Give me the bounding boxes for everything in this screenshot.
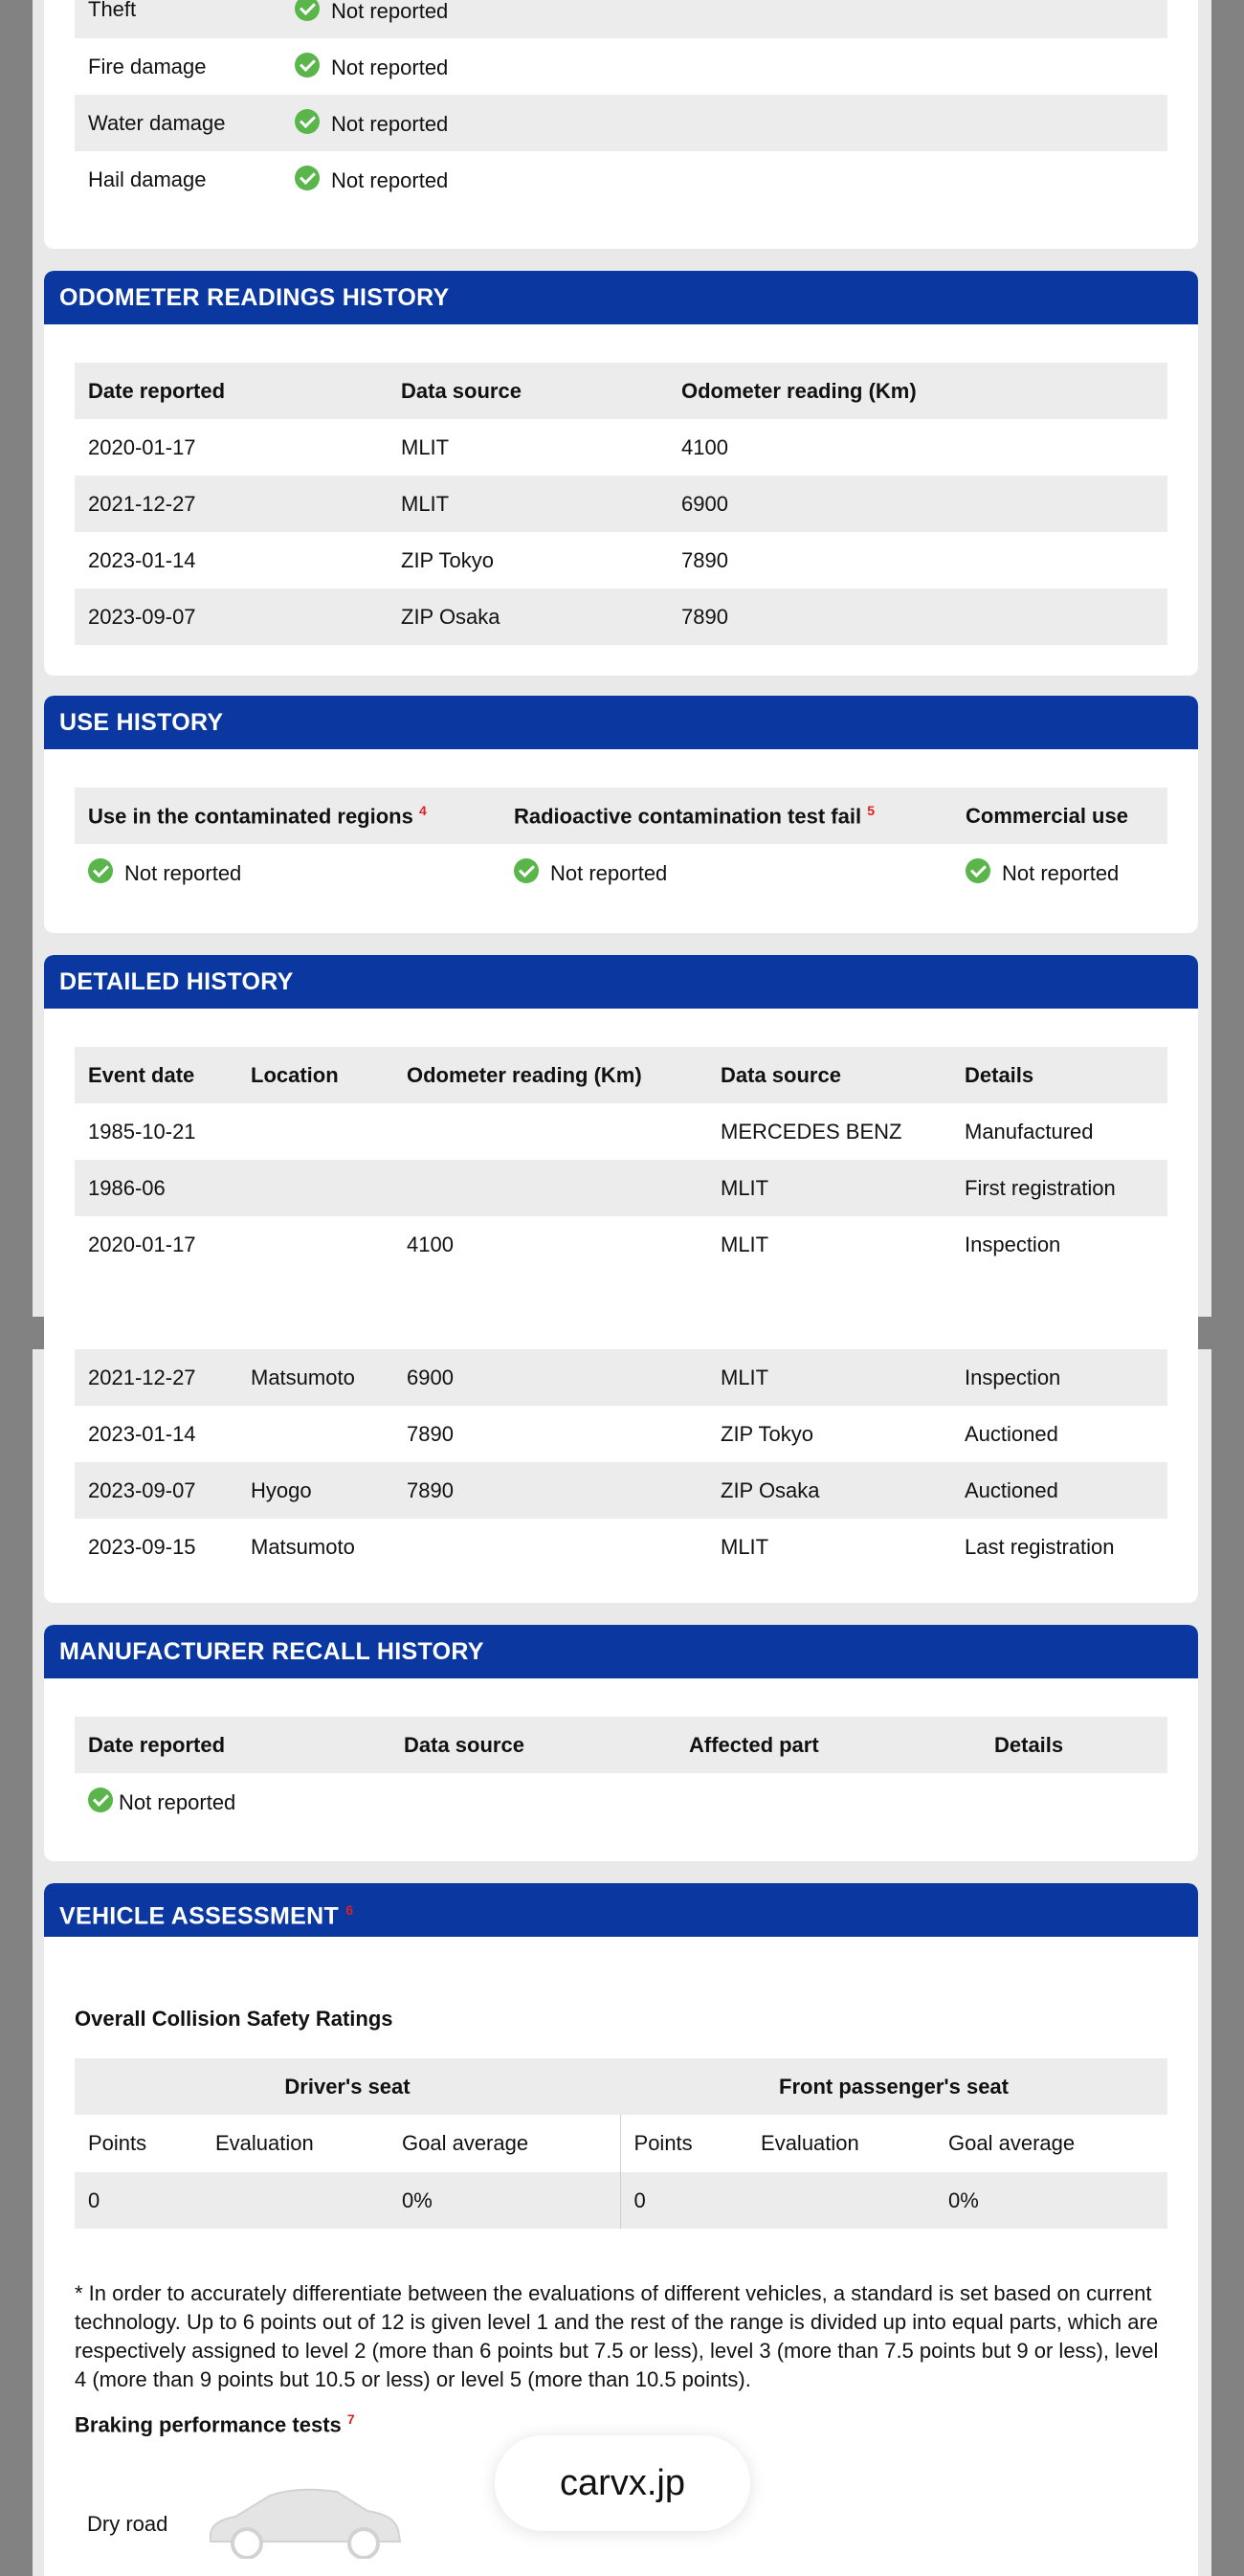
table-row: 2023-01-14 ZIP Tokyo 7890	[88, 547, 728, 572]
footnote-marker: 7	[346, 2411, 355, 2427]
column-header: Affected part	[676, 1717, 981, 1773]
column-header: Odometer reading (Km)	[393, 1047, 707, 1103]
detailed-history-table-continued	[75, 1349, 1167, 1575]
section-title: DETAILED HISTORY	[44, 955, 1198, 1009]
column-header: Event date	[75, 1047, 237, 1103]
passenger-seat-header: Front passenger's seat	[620, 2058, 1167, 2115]
odometer-table	[75, 363, 1167, 645]
section-title: MANUFACTURER RECALL HISTORY	[44, 1625, 1198, 1678]
table-row: 2023-09-15 Matsumoto MLIT Last registration	[88, 1534, 1115, 1559]
collision-ratings-title: Overall Collision Safety Ratings	[75, 2007, 393, 2031]
column-header: Date reported	[75, 1717, 390, 1773]
check-icon	[295, 166, 320, 190]
collision-ratings-table	[75, 2058, 1167, 2229]
section-title: ODOMETER READINGS HISTORY	[44, 271, 1198, 324]
damage-status: Not reported	[331, 168, 449, 192]
detailed-history-table	[75, 1047, 1167, 1273]
table-row	[75, 1773, 1167, 1830]
column-header: Use in the contaminated regions $^4$	[75, 788, 500, 844]
table-row: 2023-01-14 7890 ZIP Tokyo Auctioned	[88, 1421, 1058, 1446]
table-header-row	[75, 788, 1167, 844]
column-header: Data source	[707, 1047, 951, 1103]
check-icon	[514, 858, 539, 883]
table-row: 1985-10-21 MERCEDES BENZ Manufactured	[88, 1119, 1094, 1144]
damage-status: Not reported	[331, 0, 449, 23]
column-header: Commercial use	[952, 788, 1167, 844]
use-history-card	[44, 696, 1198, 933]
table-row: 0 0% 0 0%	[75, 2172, 1167, 2229]
check-icon	[295, 0, 320, 21]
table-row: 2023-09-07 Hyogo 7890 ZIP Osaka Auctioned	[75, 1462, 1167, 1519]
damage-status: Not reported	[331, 56, 449, 79]
odometer-history-card	[44, 271, 1198, 676]
table-header-row	[75, 1717, 1167, 1773]
column-header: Radioactive contamination test fail $^5$	[500, 788, 952, 844]
column-header: Date reported	[75, 363, 388, 419]
check-icon	[88, 1788, 113, 1812]
damage-type-label: Fire damage	[88, 54, 207, 78]
table-row: 2021-12-27 Matsumoto 6900 MLIT Inspection	[75, 1349, 1167, 1406]
use-history-table	[75, 788, 1167, 900]
table-row: 2020-01-17 4100 MLIT Inspection	[88, 1232, 1061, 1256]
table-header-row	[75, 2058, 1167, 2115]
table-header-row	[75, 363, 1167, 419]
column-header: Data source	[390, 1717, 676, 1773]
footnote-marker: 5	[867, 802, 875, 818]
footnote-marker: 6	[345, 1902, 354, 1918]
damage-type-label: Hail damage	[88, 167, 207, 191]
section-title: USE HISTORY	[44, 696, 1198, 749]
table-row: Points Evaluation Goal average Points Evaluation Goal average	[75, 2115, 1167, 2172]
detailed-history-card	[44, 955, 1198, 1338]
table-row	[75, 38, 1167, 95]
table-row	[75, 95, 1167, 151]
check-icon	[88, 858, 113, 883]
section-title: VEHICLE ASSESSMENT $^6$	[44, 1883, 1198, 1937]
table-row: 2020-01-17 MLIT 4100	[88, 434, 728, 459]
recall-status: Not reported	[119, 1790, 236, 1814]
column-header: Details	[981, 1717, 1167, 1773]
table-header-row	[75, 1047, 1167, 1103]
table-row: 1986-06 MLIT First registration	[75, 1160, 1167, 1216]
column-header: Location	[237, 1047, 393, 1103]
check-icon	[966, 858, 990, 883]
table-row	[75, 0, 1167, 38]
report-page-1	[33, 0, 1211, 1317]
table-row: Not reported Not reported Not reported	[75, 844, 1167, 900]
detailed-history-card-continued	[44, 1330, 1198, 1603]
table-row: 2023-09-07 ZIP Osaka 7890	[75, 588, 1167, 645]
site-watermark: carvx.jp	[495, 2435, 750, 2531]
column-header: Details	[951, 1047, 1167, 1103]
recall-history-card	[44, 1625, 1198, 1861]
table-row: 2021-12-27 MLIT 6900	[75, 476, 1167, 532]
braking-tests-title: Braking performance tests $^7$	[75, 2411, 355, 2437]
evaluation-footnote: * In order to accurately differentiate between the evaluations of different vehicles, a standard is set based on current technology. Up to 6 points out of 12 is given level 1 and the rest of the range is divided up into equal parts, which are respectively assigned to level 2 (more than 6 points but 7.5 or less), level 3 (more than 7.5 points but 9 or less), level 4 (more than 9 points but 10.5 or less) or level 5 (more than 10.5 points).	[75, 2281, 1159, 2391]
recall-history-table	[75, 1717, 1167, 1830]
damage-type-label: Theft	[75, 0, 281, 38]
report-page-2	[33, 1349, 1211, 2576]
damage-history-table	[75, 0, 1167, 208]
column-header: Data source	[388, 363, 668, 419]
footnote-marker: 4	[418, 802, 427, 818]
check-icon	[295, 109, 320, 134]
car-icon	[203, 2484, 404, 2559]
check-icon	[295, 53, 320, 78]
column-header: Odometer reading (Km)	[668, 363, 1167, 419]
dry-road-label: Dry road	[87, 2512, 168, 2536]
damage-history-card	[44, 0, 1198, 249]
damage-type-label: Water damage	[75, 95, 281, 151]
table-row	[75, 151, 1167, 208]
damage-status: Not reported	[331, 112, 449, 136]
driver-seat-header: Driver's seat	[75, 2058, 620, 2115]
